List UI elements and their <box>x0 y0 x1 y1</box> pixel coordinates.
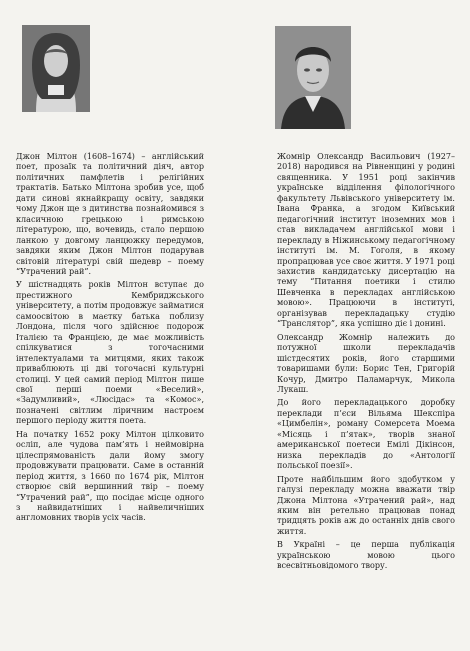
milton-paragraph-intro: Джон Мілтон (1608–1674) – англійський поет, прозаїк та політичний діяч, автор політичних памфлетів і релігійних трактатів. Батько Мілтона зробив усе, щоб дати синові якнайкращу освіту, завдяки чому Джон ще з дитинства познайомився з класичною грецькою і римською літературою, що, вочевидь, стало першою ланкою у довгому ланцюжку передумов, завдяки яким Джон Мілтон подарував світовій літературі свій шедевр – поему “Утрачений рай”. <box>16 152 204 276</box>
zhomnir-paragraph-publication: В Україні – це перша публікація українською мовою цього всесвітньовідомого твору. <box>277 540 455 571</box>
zhomnir-paragraph-intro: Жомнір Олександр Васильович (1927–2018) народився на Рівненщині у родині священника. У 1951 році закінчив українське відділення філологічного факультету Львівського університету ім. Івана Франка, а згодом Київський педагогічний інститут іноземних мов і став викладачем англійської мови і перекладу в Ніжинському педагогічному інституті ім. М. Гоголя, в якому пропрацював усе своє життя. У 1971 році захистив кандидатську дисертацію на тему “Питання поетики і стилю Шевченка в перекладах англійською мовою». Працюючи в інституті, організував перекладацьку студію “Транслятор”, яка успішно діє і донині. <box>277 152 455 329</box>
milton-biography <box>16 152 204 527</box>
milton-paragraph-education: У шістнадцять років Мілтон вступає до престижного Кембриджського університету, а потім продовжує займатися самоосвітою в маєтку батька поблизу Лондона, після чого здійснює подорож Італією та Францією, де має можливість спілкуватися з тогочасними інтелектуалами та митцями, яких також приваблюють ці дві тогочасні культурні столиці. У цей самий період Мілтон пише свої перші поеми «Веселий», «Задумливий», «Люсідас» та «Комос», позначені світлим ліричним настроєм першого періоду життя поета. <box>16 280 204 426</box>
milton-portrait-illustration <box>22 25 90 112</box>
zhomnir-paragraph-achievement: Проте найбільшим його здобутком у галузі перекладу можна вважати твір Джона Мілтона «Утрачений рай», над яким він ретельно працював понад тридцять років аж до останніх днів свого життя. <box>277 474 455 536</box>
zhomnir-portrait <box>275 26 351 129</box>
milton-paragraph-blindness: На початку 1652 року Мілтон цілковито осліп, але чудова пам’ять і неймовірна цілеспрямованість дали йому змогу продовжувати працювати. Саме в останній період життя, з 1660 по 1674 рік, Мілтон створює свій вершинний твір – поему “Утрачений рай”, що посідає місце одного з найвидатніших і найвеличніших англомовних творів усіх часів. <box>16 429 204 523</box>
zhomnir-paragraph-translations: До його перекладацького доробку переклади п’єси Вільяма Шекспіра «Цимбелін», роману Сомерсета Моема «Місяць і п’ятак», творів знаної американської поетеси Емілі Дікінсон, низка перекладів до «Антології польської поезії». <box>277 398 455 471</box>
milton-portrait <box>22 25 90 112</box>
zhomnir-portrait-illustration <box>275 26 351 129</box>
zhomnir-biography <box>277 152 455 575</box>
zhomnir-paragraph-school: Олександр Жомнір належить до потужної школи перекладачів шістдесятих років, його старшими товаришами були: Борис Тен, Григорій Кочур, Дмитро Паламарчук, Микола Лукаш. <box>277 332 455 394</box>
